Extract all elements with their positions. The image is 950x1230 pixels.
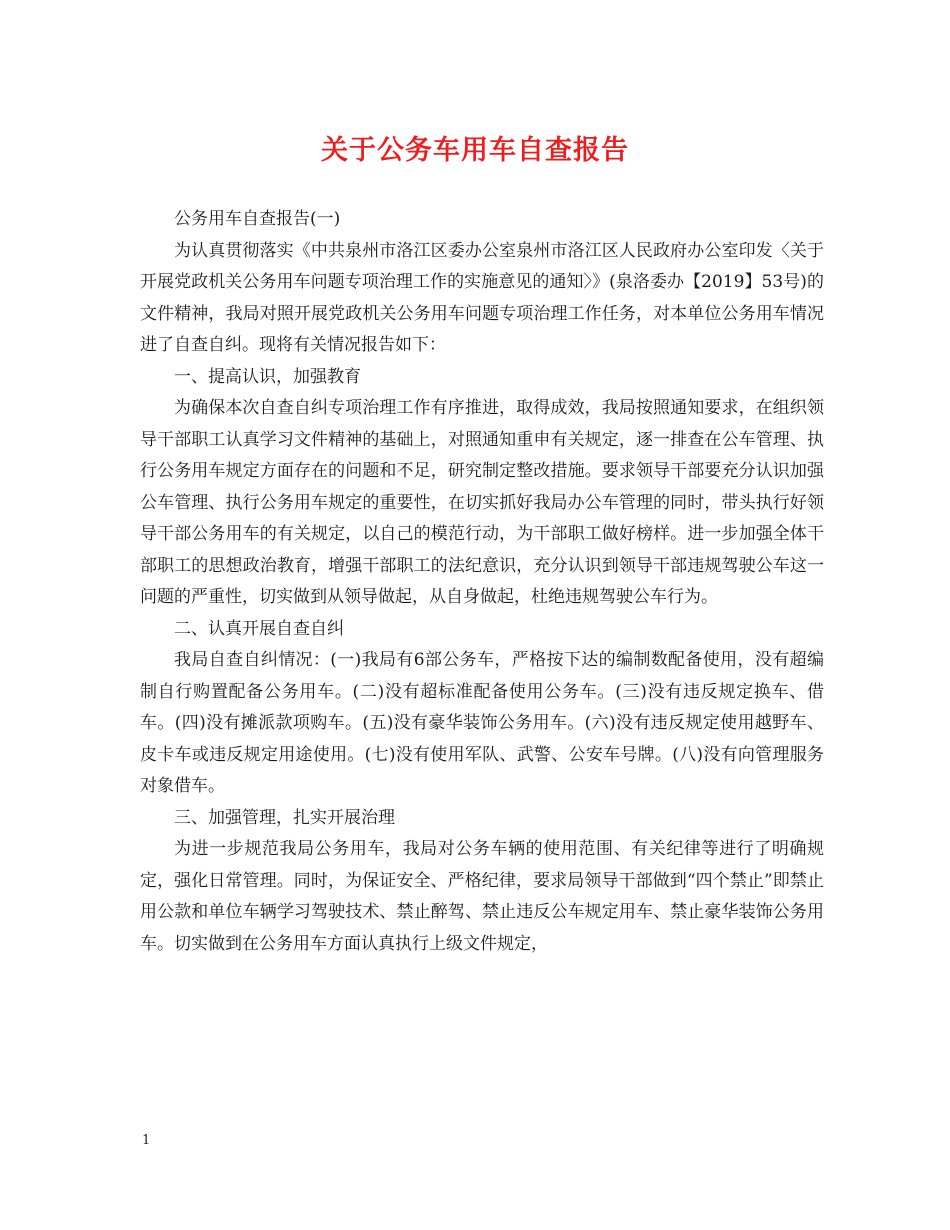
section-heading-1: 一、提高认识，加强教育 bbox=[174, 366, 361, 387]
paragraph-section-3: 为进一步规范我局公务用车，我局对公务车辆的使用范围、有关纪律等进行了明确规定，强化日常管理。同时，为保证安全、严格纪律，要求局领导干部做到“四个禁止”即禁止用公款和单位车辆学习驾驶技术、禁止醉驾、禁止违反公车规定用车、禁止豪华装饰公务用车。切实做到在公务用车方面认真执行上级文件规定， bbox=[140, 839, 824, 954]
document-title: 关于公务车用车自查报告 bbox=[321, 135, 629, 166]
document-body bbox=[140, 204, 824, 960]
paragraph-intro: 为认真贯彻落实《中共泉州市洛江区委办公室泉州市洛江区人民政府办公室印发〈关于开展党政机关公务用车问题专项治理工作的实施意见的通知〉》(泉洛委办【2019】53号)的文件精神，我局对照开展党政机关公务用车问题专项治理工作任务，对本单位公务用车情况进了自查自纠。现将有关情况报告如下： bbox=[140, 240, 824, 355]
page-number: 1 bbox=[142, 1133, 151, 1148]
section-heading-2: 二、认真开展自查自纠 bbox=[174, 618, 344, 639]
section-heading-3: 三、加强管理，扎实开展治理 bbox=[174, 807, 395, 828]
report-subtitle: 公务用车自查报告(一) bbox=[174, 209, 341, 229]
paragraph-section-1: 为确保本次自查自纠专项治理工作有序推进，取得成效，我局按照通知要求，在组织领导干部职工认真学习文件精神的基础上，对照通知重申有关规定，逐一排查在公车管理、执行公务用车规定方面存在的问题和不足，研究制定整改措施。要求领导干部要充分认识加强公车管理、执行公务用车规定的重要性，在切实抓好我局办公车管理的同时，带头执行好领导干部公务用车的有关规定，以自己的模范行动，为干部职工做好榜样。进一步加强全体干部职工的思想政治教育，增强干部职工的法纪意识，充分认识到领导干部违规驾驶公车这一问题的严重性，切实做到从领导做起，从自身做起，杜绝违规驾驶公车行为。 bbox=[140, 398, 824, 607]
paragraph-section-2: 我局自查自纠情况：(一)我局有6部公务车，严格按下达的编制数配备使用，没有超编制自行购置配备公务用车。(二)没有超标准配备使用公务车。(三)没有违反规定换车、借车。(四)没有摊派款项购车。(五)没有豪华装饰公务用车。(六)没有违反规定使用越野车、皮卡车或违反规定用途使用。(七)没有使用军队、武警、公安车号牌。(八)没有向管理服务对象借车。 bbox=[140, 650, 824, 796]
